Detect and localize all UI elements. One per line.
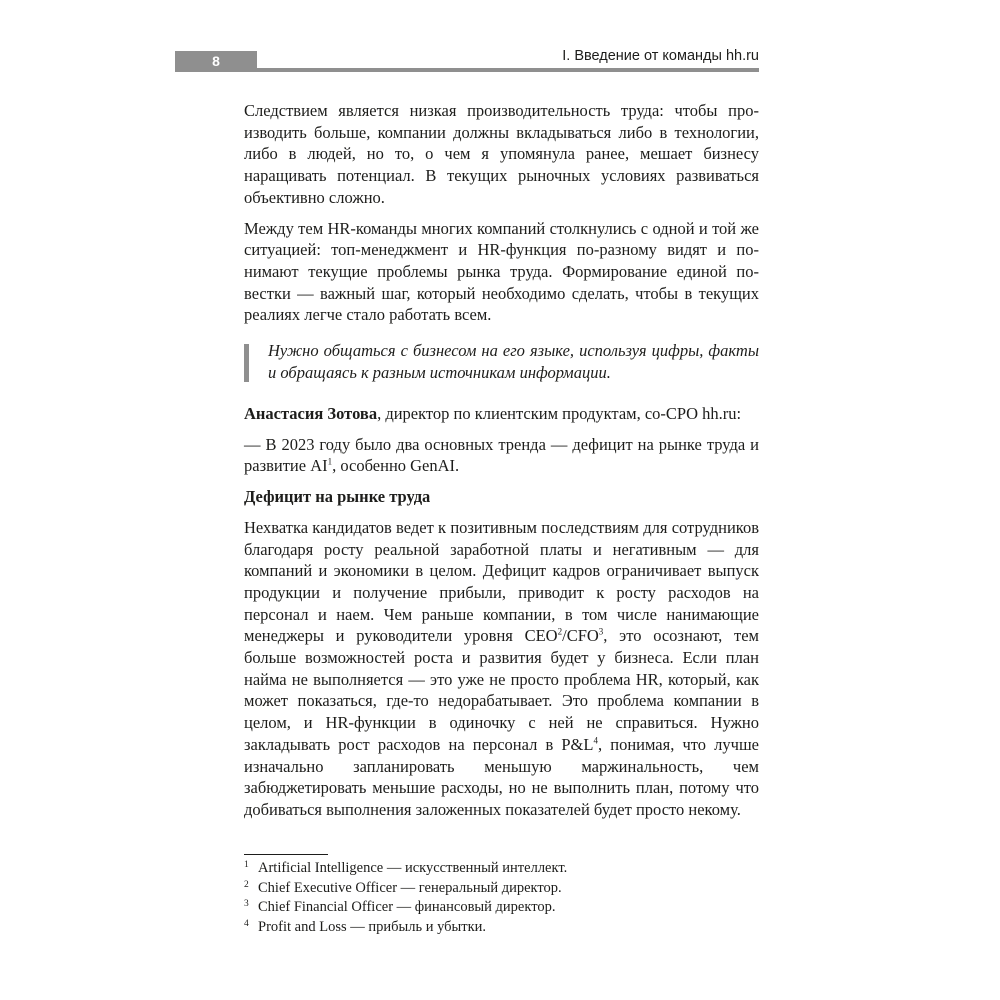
- body-paragraph: [244, 517, 759, 821]
- footnote: [244, 918, 759, 938]
- paragraph: Следствием является низкая производительность труда: чтобы производить больше, компании должны вкладываться либо в технологии, либо в людей, но то, о чем я упомянула ранее, мешает бизнесу наращивать потенциал. В текущих рыночных условиях развиваться объективно сложно.: [244, 101, 759, 207]
- footnote: [244, 898, 759, 918]
- body-text: Нехватка кандидатов ведет к позитивным последствиям для сотрудников благодаря росту реальной заработной платы и негативным — для компаний и экономики в целом. Дефицит кадров ограничивает выпуск продукции и получение прибыли, приводит к росту расходов на персонал и наем. Чем раньше компании, в том числе нанимающие менеджеры и руководители уровня CEO: [244, 517, 759, 646]
- footnote-text: Artificial Intelligence — искусственный интеллект.: [258, 860, 568, 876]
- page-number: 8: [175, 51, 257, 72]
- running-head: I. Введение от команды hh.ru: [562, 48, 759, 64]
- body-text: , это осознают, тем больше возможностей роста и развития будет у бизнеса. Если план найма не выполняется — это уже не просто проблема HR, который, как может показаться, где-то недорабатывает. Это проблема компании в целом, и HR-функции в одиночку с ней не справиться. Нужно закладывать рост расходов на персонал в P&L: [244, 626, 759, 754]
- page-body: [244, 100, 759, 821]
- header-rule: [257, 68, 759, 72]
- footnotes: [244, 859, 759, 937]
- footnote-rule: [244, 854, 328, 855]
- footnote-ref[interactable]: 1: [327, 456, 333, 467]
- quote-bar: [244, 344, 249, 382]
- body-text: , понимая, что лучше изначально запланировать меньшую маржинальность, чем забюджетировать меньшие расходы, но не выполнить план, потому что добиваться выполнения заложенных показателей будет просто некому.: [244, 734, 759, 819]
- speaker-role: , директор по клиентским продуктам, co-CPO hh.ru:: [377, 404, 742, 424]
- pull-quote: [244, 340, 759, 384]
- paragraph: Между тем HR-команды многих компаний столкнулись с одной и той же ситуацией: топ-менеджмент и HR-функция по-разному видят и понимают текущие проблемы рынка труда. Формирование единой повестки — важный шаг, который необходимо сделать, чтобы в текущих реалиях легче стало работать всем.: [244, 218, 759, 325]
- quote-text: Нужно общаться с бизнесом на его языке, используя цифры, факты и обращаясь к разным источникам информации.: [268, 341, 759, 383]
- footnote-text: Chief Financial Officer — финансовый директор.: [258, 899, 556, 915]
- footnote-text: Chief Executive Officer — генеральный директор.: [258, 879, 562, 896]
- speaker-name: Анастасия Зотова: [244, 404, 378, 424]
- footnote-number: 4: [244, 918, 249, 929]
- speaker-attribution: [244, 403, 759, 425]
- footnote-number: 2: [244, 879, 249, 890]
- footnote-number: 3: [244, 899, 249, 909]
- footnote: [244, 879, 759, 899]
- page-header: [175, 46, 759, 72]
- section-title: Дефицит на рынке труда: [244, 487, 431, 507]
- footnote-ref[interactable]: 2: [557, 626, 563, 637]
- footnote-number: 1: [244, 860, 249, 870]
- footnote: [244, 859, 759, 879]
- footnote-ref[interactable]: 3: [598, 626, 604, 637]
- footnote-text: Profit and Loss — прибыль и убытки.: [258, 918, 487, 935]
- body-text: /CFO: [562, 626, 599, 646]
- footnote-ref[interactable]: 4: [593, 735, 598, 746]
- speech-text: — В 2023 году было два основных тренда — дефицит на рынке труда и развитие AI: [244, 434, 759, 476]
- speech-paragraph: [244, 434, 759, 477]
- speech-text: , особенно GenAI.: [332, 456, 460, 476]
